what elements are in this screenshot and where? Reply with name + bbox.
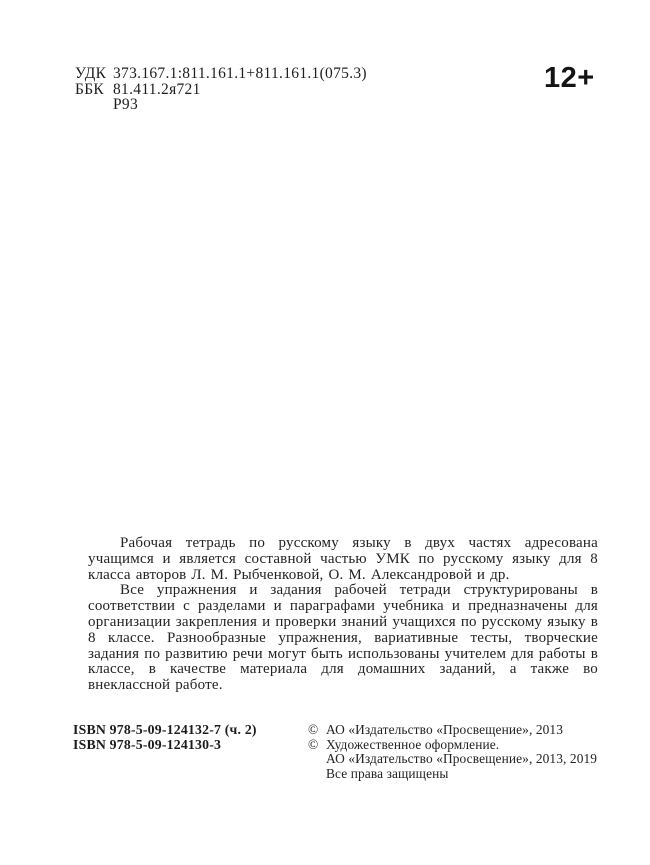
author-sign-row bbox=[75, 97, 367, 113]
copyright-line: Художественное оформление. bbox=[326, 736, 500, 752]
bbk-value: 81.411.2я721 bbox=[113, 80, 201, 98]
udk-row bbox=[75, 66, 367, 82]
annotation-paragraph: Рабочая тетрадь по русскому языку в двух частях адресована учащимся и является составной частью УМК по русскому языку для 8 класса авторов Л. М. Рыбченковой, О. М. Александровой и др. bbox=[88, 535, 598, 583]
annotation-paragraph: Все упражнения и задания рабочей тетради структурированы в соответствии с разделами и параграфами учебника и предназначены для организации закрепления и проверки знаний учащихся по русскому языку в 8 классе. Разнообразные упражнения, вариативные тесты, творческие задания по развитию речи могут быть использованы учителем для работы в классе, в качестве материала для домашних заданий, а также во внеклассной работе. bbox=[88, 582, 598, 694]
copyright-line: АО «Издательство «Просвещение», 2013, 2019 bbox=[326, 751, 598, 766]
copyright-symbol: © bbox=[308, 722, 319, 737]
annotation-block bbox=[88, 536, 598, 694]
udk-value: 373.167.1:811.161.1+811.161.1(075.3) bbox=[113, 65, 367, 82]
isbn-line: ISBN 978-5-09-124132-7 (ч. 2) bbox=[73, 722, 257, 737]
copyright-symbol: © bbox=[308, 736, 319, 752]
udk-label: УДК bbox=[75, 65, 107, 82]
copyright-line: АО «Издательство «Просвещение», 2013 bbox=[326, 722, 564, 737]
classification-block bbox=[75, 66, 367, 113]
isbn-block bbox=[73, 723, 308, 752]
copyright-line: Все права защищены bbox=[326, 765, 449, 781]
copyright-block bbox=[308, 723, 597, 781]
copyright-entry bbox=[308, 738, 597, 782]
isbn-line: ISBN 978-5-09-124130-3 bbox=[73, 736, 222, 752]
imprint-block bbox=[73, 723, 618, 781]
age-rating-badge: 12+ bbox=[544, 62, 595, 94]
bbk-label: ББК bbox=[75, 80, 105, 98]
author-sign: Р93 bbox=[113, 96, 139, 113]
copyright-entry bbox=[308, 723, 597, 738]
bbk-row bbox=[75, 82, 367, 98]
author-sign-spacer bbox=[75, 97, 113, 113]
